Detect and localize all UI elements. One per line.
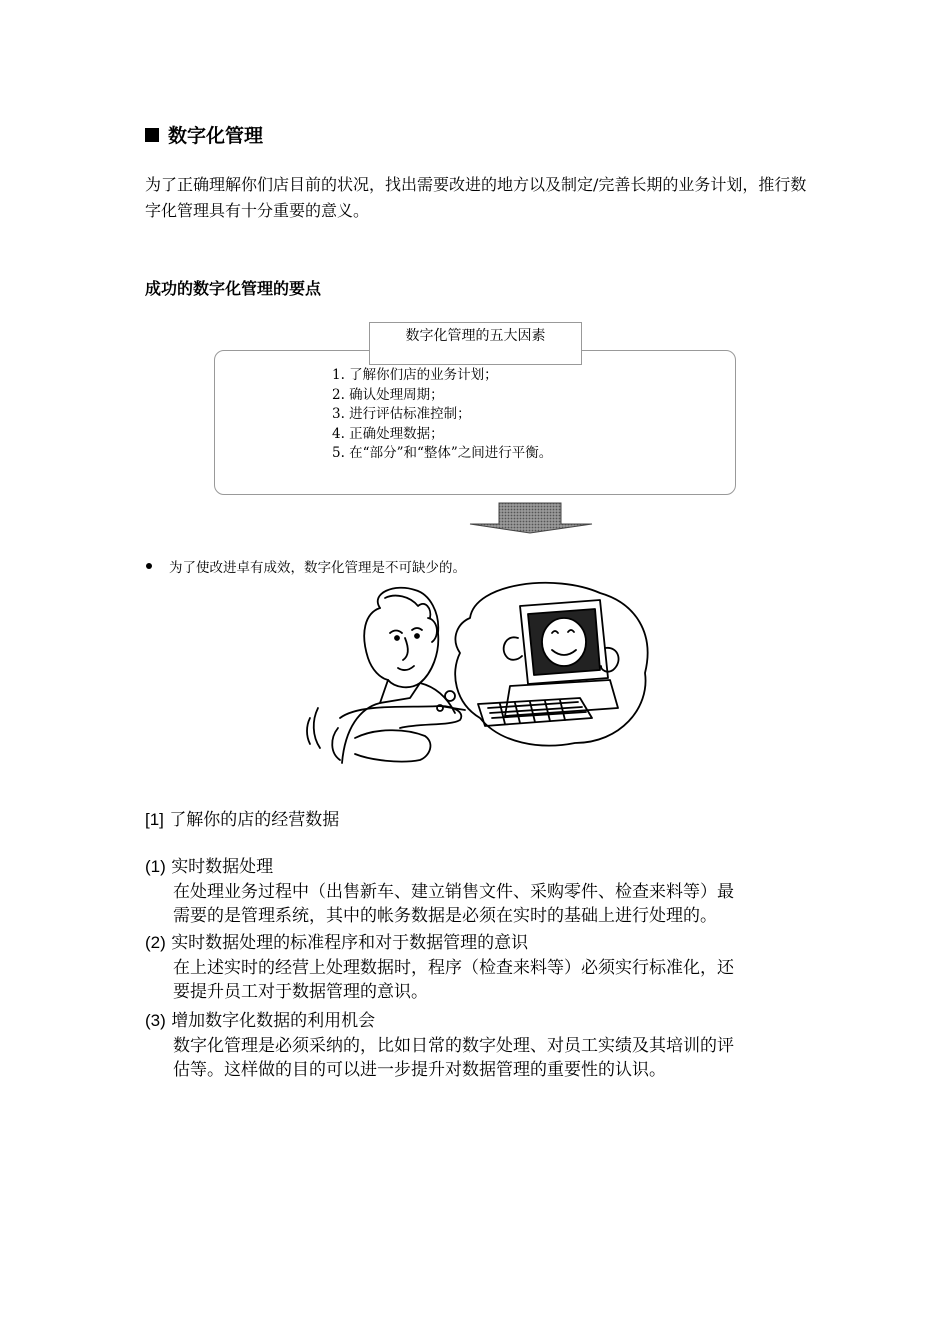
item-line: 需要的是管理系统，其中的帐务数据是必须在实时的基础上进行处理的。	[173, 906, 717, 926]
page-heading	[145, 121, 263, 148]
page-title: 数字化管理	[168, 125, 264, 147]
item-number: (2)	[145, 933, 166, 952]
factor-item: 5. 在“部分”和“整体”之间进行平衡。	[332, 445, 553, 461]
item-title: 实时数据处理的标准程序和对于数据管理的意识	[171, 933, 529, 953]
item-line: 要提升员工对于数据管理的意识。	[173, 982, 428, 1002]
item-title: 增加数字化数据的利用机会	[171, 1011, 376, 1031]
section-subheading: 成功的数字化管理的要点	[145, 279, 322, 298]
factor-item: 3. 进行评估标准控制；	[332, 406, 471, 422]
section-title: 了解你的店的经营数据	[169, 810, 340, 830]
factors-list	[332, 366, 552, 464]
factor-item: 2. 确认处理周期；	[332, 386, 444, 403]
list-item	[145, 931, 528, 955]
man-thinking-computer-illustration	[300, 578, 660, 768]
factor-item: 4. 正确处理数据；	[332, 425, 444, 442]
down-arrow-icon	[468, 502, 594, 534]
factors-box-title: 数字化管理的五大因素	[369, 322, 582, 365]
item-description	[173, 880, 813, 928]
item-number: (3)	[145, 1011, 166, 1030]
factor-item: 1. 了解你们店的业务计划；	[332, 367, 498, 383]
item-description	[173, 1034, 813, 1082]
list-item	[145, 1009, 375, 1033]
item-line: 在处理业务过程中（出售新车、建立销售文件、采购零件、检查来料等）最	[173, 882, 734, 902]
intro-paragraph: 为了正确理解你们店目前的状况，找出需要改进的地方以及制定/完善长期的业务计划，推行数字化管理具有十分重要的意义。	[145, 175, 807, 220]
bullet-text: 为了使改进卓有成效，数字化管理是不可缺少的。	[169, 560, 466, 576]
list-item	[145, 855, 273, 879]
item-line: 估等。这样做的目的可以进一步提升对数据管理的重要性的认识。	[173, 1060, 666, 1080]
section-number: [1]	[145, 810, 164, 829]
item-line: 数字化管理是必须采纳的，比如日常的数字处理、对员工实绩及其培训的评	[173, 1036, 734, 1056]
item-line: 在上述实时的经营上处理数据时，程序（检查来料等）必须实行标准化，还	[173, 958, 734, 978]
section-heading	[145, 805, 339, 830]
item-description	[173, 956, 813, 1004]
item-title: 实时数据处理	[171, 857, 274, 877]
bullet-dot-icon	[146, 563, 152, 569]
square-bullet-icon	[145, 128, 159, 142]
item-number: (1)	[145, 857, 166, 876]
bullet-note	[145, 556, 466, 576]
